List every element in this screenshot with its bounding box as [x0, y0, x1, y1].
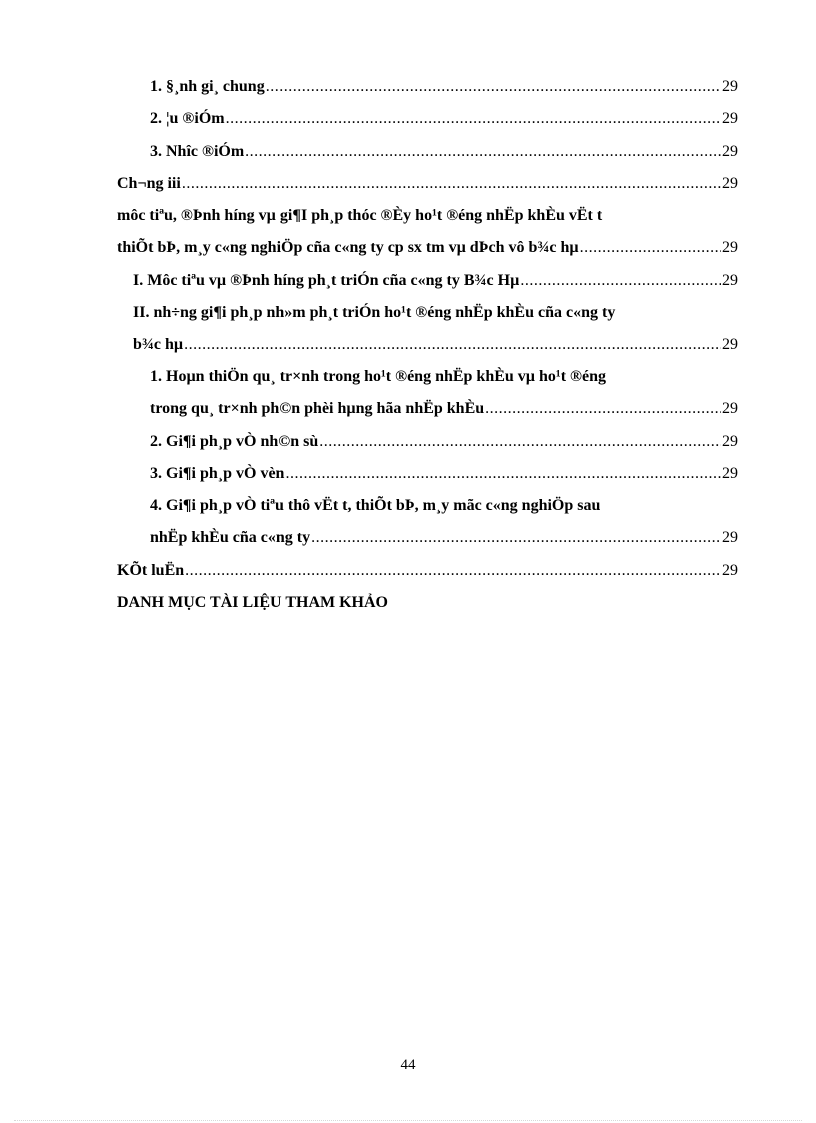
toc-entry[interactable] [150, 141, 738, 163]
toc-chapter-heading[interactable] [117, 173, 738, 195]
dot-leader [311, 527, 721, 549]
toc-entry-title: 2. Gi¶i ph¸p vÒ nh©n sù [150, 433, 319, 450]
dot-leader [580, 237, 721, 259]
toc-entry[interactable] [133, 334, 738, 356]
dot-leader [266, 76, 721, 98]
toc-entry[interactable] [150, 463, 738, 485]
toc-section-title-line[interactable]: II. nh÷ng gi¶i ph¸p nh»m ph¸t triÓn ho¹t ®éng nhËp khÈu cña c«ng ty [133, 304, 616, 321]
toc-page-number: 29 [722, 562, 738, 579]
toc-chapter-title-line[interactable]: môc tiªu, ®Þnh híng vµ gi¶I ph¸p thóc ®Èy ho¹t ®éng nhËp khÈu vËt t [117, 207, 603, 224]
toc-page-number: 29 [722, 433, 738, 450]
toc-entry[interactable] [117, 237, 738, 259]
toc-entry[interactable] [150, 108, 738, 130]
dot-leader [182, 173, 721, 195]
toc-entry-title: b¾c hµ [133, 336, 184, 353]
toc-subsection-title-line[interactable]: 4. Gi¶i ph¸p vÒ tiªu thô vËt t, thiÕt bÞ, m¸y mãc c«ng nghiÖp sau [150, 497, 601, 514]
page-bottom-divider [14, 1120, 802, 1121]
toc-references-heading[interactable]: DANH MỤC TÀI LIỆU THAM KHẢO [117, 594, 388, 611]
dot-leader [485, 398, 721, 420]
toc-entry[interactable] [150, 431, 738, 453]
toc-entry-title: nhËp khÈu cña c«ng ty [150, 529, 311, 546]
toc-entry[interactable] [117, 560, 738, 582]
toc-page-number: 29 [722, 239, 738, 256]
toc-entry-title: 3. Nhîc ®iÓm [150, 143, 245, 160]
toc-page-number: 29 [722, 400, 738, 417]
toc-page-number: 29 [722, 465, 738, 482]
dot-leader [185, 560, 721, 582]
dot-leader [226, 108, 721, 130]
toc-entry[interactable] [150, 527, 738, 549]
toc-entry-title: thiÕt bÞ, m¸y c«ng nghiÖp cña c«ng ty cp sx tm vµ dÞch vô b¾c hµ [117, 239, 579, 256]
toc-page-number: 29 [722, 175, 738, 192]
toc-page-number: 29 [722, 336, 738, 353]
dot-leader [245, 141, 721, 163]
toc-page-number: 29 [722, 529, 738, 546]
toc-entry-title: 3. Gi¶i ph¸p vÒ vèn [150, 465, 285, 482]
toc-entry-title: KÕt luËn [117, 562, 185, 579]
page-number: 44 [400, 1057, 416, 1073]
toc-page-number: 29 [722, 78, 738, 95]
toc-page-number: 29 [722, 143, 738, 160]
dot-leader [520, 270, 721, 292]
toc-page-number: 29 [722, 272, 738, 289]
toc-entry[interactable] [150, 76, 738, 98]
dot-leader [319, 431, 721, 453]
toc-entry[interactable] [150, 398, 738, 420]
toc-subsection-title-line[interactable]: 1. Hoµn thiÖn qu¸ tr×nh trong ho¹t ®éng nhËp khÈu vµ ho¹t ®éng [150, 368, 606, 385]
dot-leader [184, 334, 721, 356]
toc-entry-title: trong qu¸ tr×nh ph©n phèi hµng hãa nhËp khÈu [150, 400, 485, 417]
toc-entry-title: Ch¬ng iii [117, 175, 181, 192]
toc-entry[interactable] [133, 270, 738, 292]
toc-page-number: 29 [722, 110, 738, 127]
toc-entry-title: 1. §¸nh gi¸ chung [150, 78, 265, 95]
toc-entry-title: 2. ¦u ®iÓm [150, 110, 225, 127]
dot-leader [285, 463, 721, 485]
toc-entry-title: I. Môc tiªu vµ ®Þnh híng ph¸t triÓn cña c«ng ty B¾c Hµ [133, 272, 520, 289]
